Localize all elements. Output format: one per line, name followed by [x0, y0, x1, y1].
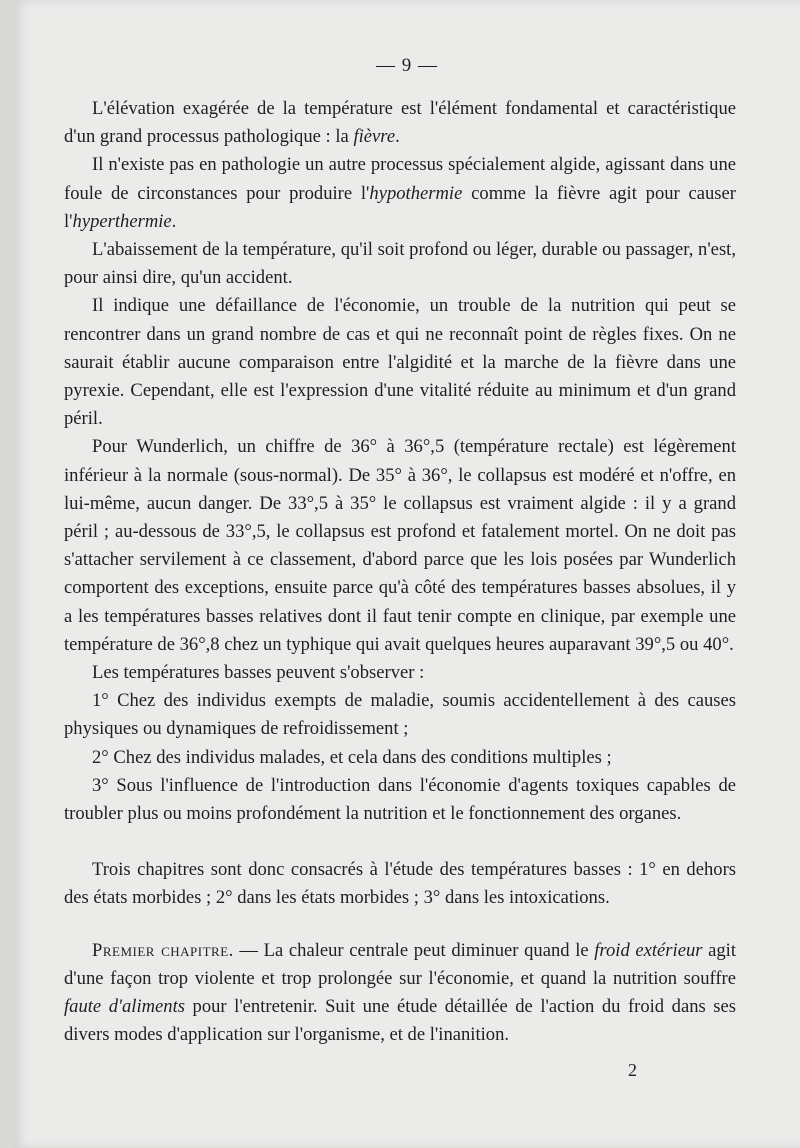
- chapter-heading: Premier chapitre.: [92, 939, 234, 961]
- italic-text: froid extérieur: [594, 939, 703, 961]
- text-run: 3° Sous l'influence de l'introduction dans l'économie d'agents toxiques capables de troubler plus ou moins profondément la nutrition et le fonctionnement des organes.: [64, 774, 736, 825]
- text-run: Il n'existe pas en pathologie un autre processus spécialement algide, agissant dans une foule de circonstances pour produire l': [64, 154, 736, 204]
- text-run: agit d'une façon trop violente et trop prolongée sur l'économie, et quand la nutrition souffre: [64, 939, 737, 989]
- text-run: — La chaleur centrale peut diminuer quand le: [233, 939, 595, 961]
- paragraph: [64, 687, 736, 743]
- paragraph: [64, 772, 736, 828]
- paragraph: [64, 659, 736, 687]
- paragraph: [64, 856, 736, 912]
- text-run: Trois chapitres sont donc consacrés à l'étude des températures basses : 1° en dehors des états morbides ; 2° dans les états morbides ; 3° dans les intoxications.: [64, 859, 736, 909]
- italic-text: fièvre: [353, 126, 396, 148]
- paragraph: [64, 744, 736, 772]
- paragraph: [64, 151, 736, 236]
- text-run: Pour Wunderlich, un chiffre de 36° à 36°,5 (température rectale) est légèrement inférieur à la normale (sous-normal). De 35° à 36°, le collapsus est modéré et n'offre, en lui-même, aucun danger. De 33°,5 à 35° le collapsus est vraiment algide : il y a grand péril ; au-dessous de 33°,5, le collapsus est profond et fatalement mortel. On ne doit pas s'attacher servilement à ce classement, d'abord parce que les lois posées par Wunderlich comportent des exceptions, ensuite parce qu'à côté des températures basses absolues, il y a les températures basses relatives dont il faut tenir compte en clinique, par exemple une température de 36°,8 chez un typhique qui avait quelques heures auparavant 39°,5 ou 40°.: [64, 436, 736, 655]
- italic-text: hyperthermie: [72, 210, 172, 232]
- text-run: 1° Chez des individus exempts de maladie, soumis accidentellement à des causes physiques ou dynamiques de refroidissement ;: [64, 690, 736, 740]
- paragraph: [64, 937, 736, 1050]
- book-page: [14, 0, 800, 1148]
- text-run: pour l'entretenir. Suit une étude détaillée de l'action du froid dans ses divers modes d'application sur l'organisme, et de l'inanition.: [64, 996, 736, 1046]
- text-run: Il indique une défaillance de l'économie, un trouble de la nutrition qui peut se rencontrer dans un grand nombre de cas et qui ne reconnaît point de règles fixes. On ne saurait établir aucune comparaison entre l'algidité et la marche de la fièvre dans une pyrexie. Cependant, elle est l'expression d'une vitalité réduite au minimum et d'un grand péril.: [64, 295, 736, 430]
- paragraph: [64, 95, 736, 151]
- paragraph: [64, 292, 736, 433]
- text-run: L'élévation exagérée de la température est l'élément fondamental et caractéristique d'un grand processus pathologique : la: [64, 98, 736, 148]
- paragraph: [64, 433, 736, 659]
- text-run: comme la fièvre agit pour causer l': [64, 182, 736, 232]
- text-run: Les températures basses peuvent s'observer :: [92, 662, 425, 684]
- paragraph: [64, 236, 736, 292]
- signature-mark: 2: [628, 1060, 637, 1080]
- page-number: — 9 —: [376, 55, 438, 76]
- text-run: L'abaissement de la température, qu'il soit profond ou léger, durable ou passager, n'est, pour ainsi dire, qu'un accident.: [64, 239, 736, 289]
- text-run: .: [171, 210, 177, 232]
- body-text: [64, 95, 736, 1050]
- text-run: 2° Chez des individus malades, et cela dans des conditions multiples ;: [92, 746, 612, 768]
- text-run: .: [395, 126, 400, 148]
- italic-text: faute d'aliments: [64, 996, 185, 1018]
- italic-text: hypothermie: [369, 182, 463, 204]
